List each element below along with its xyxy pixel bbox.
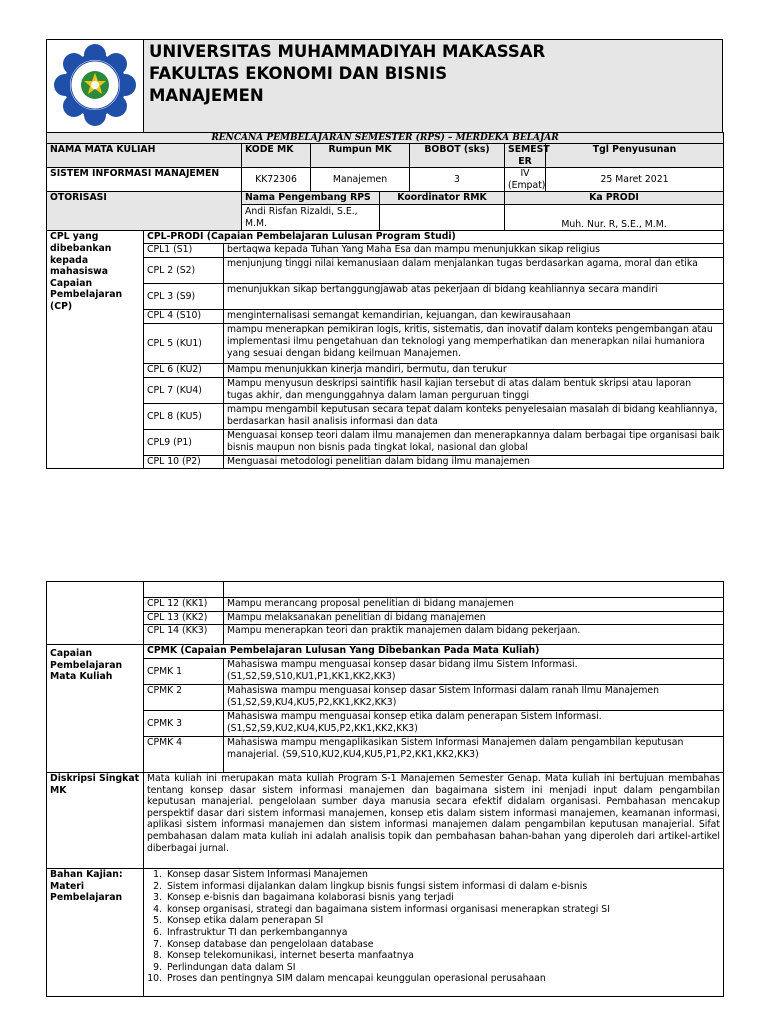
course-semester: IV (Empat)	[505, 168, 546, 192]
university-name: UNIVERSITAS MUHAMMADIYAH MAKASSAR	[149, 42, 546, 61]
cpl-heading: CPL-PRODI (Capaian Pembelajaran Lulusan Program Studi)	[144, 231, 724, 244]
document-header	[46, 39, 723, 132]
bahan-label: Bahan Kajian: Materi Pembelajaran	[47, 869, 144, 997]
cpl-text: Mampu menunjukkan kinerja mandiri, bermutu, dan terukur	[224, 364, 724, 378]
rps-info-table	[46, 132, 724, 231]
course-code: KK72306	[242, 168, 311, 192]
course-date: 25 Maret 2021	[546, 168, 724, 192]
program-name: MANAJEMEN	[149, 86, 264, 105]
course-cluster: Manajemen	[311, 168, 410, 192]
cpl-text: mampu menerapkan pemikiran logis, kritis, sistematis, dan inovatif dalam konteks pengembangan atau implementasi ilmu pengetahuan dan teknologi yang memperhatikan dan menerapkan nilai humaniora yang sesuai dengan bidang keilmuan Manajemen.	[224, 324, 724, 364]
cpl-code: CPL 12 (KK1)	[144, 598, 224, 612]
th-pengembang: Nama Pengembang RPS	[242, 192, 380, 205]
cpl-text: mampu mengambil keputusan secara tepat dalam konteks penyelesaian masalah di bidang keahliannya, berdasarkan hasil analisis informasi dan data	[224, 404, 724, 430]
pengembang-name: Andi Risfan Rizaldi, S.E., M.M.	[242, 205, 380, 231]
cpl-text: menginternalisasi semangat kemandirian, kejuangan, dan kewirausahaan	[224, 310, 724, 324]
rps-page-1	[46, 39, 723, 469]
list-item: 1. Konsep dasar Sistem Informasi Manajemen	[165, 869, 720, 881]
list-item: 2. Sistem informasi dijalankan dalam lingkup bisnis fungsi sistem informasi di dalam e-bisnis	[165, 881, 720, 893]
th-rumpun-mk: Rumpun MK	[311, 144, 410, 168]
cpmk-code: CPMK 3	[144, 711, 224, 737]
cpl-code: CPL 7 (KU4)	[144, 378, 224, 404]
th-tgl-penyusunan: Tgl Penyusunan	[546, 144, 724, 168]
cpl-code: CPL1 (S1)	[144, 244, 224, 258]
cpl-continued-table	[46, 581, 724, 997]
list-item: 7. Konsep database dan pengelolaan database	[165, 939, 720, 951]
course-name: SISTEM INFORMASI MANAJEMEN	[47, 168, 242, 192]
rps-title: RENCANA PEMBELAJARAN SEMESTER (RPS) – MERDEKA BELAJAR	[47, 133, 724, 144]
list-item: 6. Infrastruktur TI dan perkembangannya	[165, 927, 720, 939]
koordinator-name	[380, 205, 505, 231]
cpl-text: bertaqwa kepada Tuhan Yang Maha Esa dan mampu menunjukkan sikap religius	[224, 244, 724, 258]
cpl-code: CPL 8 (KU5)	[144, 404, 224, 430]
th-kode-mk: KODE MK	[242, 144, 311, 168]
th-koordinator: Koordinator RMK	[380, 192, 505, 205]
institution-name	[149, 41, 545, 107]
deskripsi-label: Diskripsi Singkat MK	[47, 773, 144, 869]
cpl-text: Menguasai konsep teori dalam ilmu manajemen dan menerapkannya dalam berbagai tipe organisasi baik bisnis maupun non bisnis pada tingkat lokal, nasional dan global	[224, 430, 724, 456]
cpl-text: Mampu menyusun deskripsi saintifik hasil kajian tersebut di atas dalam bentuk skripsi atau laporan tugas akhir, dan mengunggahnya dalam laman perguruan tinggi	[224, 378, 724, 404]
cpmk-text: Mahasiswa mampu menguasai konsep dasar Sistem Informasi dalam ranah Ilmu Manajemen (S1,S2,S9,KU4,KU5,P2,KK1,KK2,KK3)	[224, 685, 724, 711]
list-item: 4. konsep organisasi, strategi dan bagaimana sistem informasi organisasi menerapkan strategi SI	[165, 904, 720, 916]
cpl-code: CPL 14 (KK3)	[144, 625, 224, 645]
cpl-code-empty	[144, 582, 224, 598]
cpmk-code: CPMK 4	[144, 737, 224, 773]
bahan-list-cell	[144, 869, 724, 997]
list-item: 5. Konsep etika dalam penerapan SI	[165, 915, 720, 927]
cpmk-text: Mahasiswa mampu mengaplikasikan Sistem Informasi Manajemen dalam pengambilan keputusan manajerial. (S9,S10,KU2,KU4,KU5,P1,P2,KK1,KK2,KK3)	[224, 737, 724, 773]
list-item: 10. Proses dan pentingnya SIM dalam mencapai keunggulan operasional perusahaan	[165, 973, 720, 985]
th-nama-mk: NAMA MATA KULIAH	[47, 144, 242, 168]
cpl-code: CPL 4 (S10)	[144, 310, 224, 324]
cpl-code: CPL 2 (S2)	[144, 258, 224, 284]
list-item: 3. Konsep e-bisnis dan bagaimana kolaborasi bisnis yang terjadi	[165, 892, 720, 904]
cpl-code: CPL 6 (KU2)	[144, 364, 224, 378]
cpl-label: CPL yang dibebankan kepada mahasiswa Capaian Pembelajaran (CP)	[47, 231, 144, 469]
cpl-text: Mampu menerapkan teori dan praktik manajemen dalam bidang pekerjaan.	[224, 625, 724, 645]
kaprodi-name: Muh. Nur. R, S.E., M.M.	[505, 205, 724, 231]
cpmk-code: CPMK 2	[144, 685, 224, 711]
cpl-text: Mampu melaksanakan penelitian di bidang manajemen	[224, 612, 724, 625]
cpmk-text: Mahasiswa mampu menguasai konsep etika dalam penerapan Sistem Informasi. (S1,S2,S9,KU2,KU4,KU5,P2,KK1,KK2,KK3)	[224, 711, 724, 737]
cpl-code: CPL9 (P1)	[144, 430, 224, 456]
cpmk-text: Mahasiswa mampu menguasai konsep dasar bidang ilmu Sistem Informasi. (S1,S2,S9,S10,KU1,P1,KK1,KK2,KK3)	[224, 659, 724, 685]
cpl-continued-label	[47, 582, 144, 645]
cpl-text: Menguasai metodologi penelitian dalam bidang ilmu manajemen	[224, 456, 724, 469]
deskripsi-text: Mata kuliah ini merupakan mata kuliah Program S-1 Manajemen Semester Genap. Mata kuliah ini bertujuan membahas tentang konsep dasar sistem informasi manajemen dan bagaimana sistem ini menjadi input dalam pengambilan keputusan manajerial. pengelolaan sumber daya manusia secara efektif didalam organisasi. Pembahasan mencakup perspektif dasar dari sistem informasi manajemen, konsep etis dalam sistem informasi manajemen, keamanan informasi, aplikasi sistem informasi manajemen dan sistem informasi manajemen dalam pengambilan keputusan manajerial. Sifat pembahasan dalam mata kuliah ini adalah analisis topik dan pembahasan bahan-bahan yang diperoleh dari artikel-artikel diberbagai jurnal.	[144, 773, 724, 869]
cpmk-heading: CPMK (Capaian Pembelajaran Lulusan Yang Dibebankan Pada Mata Kuliah)	[144, 645, 724, 659]
list-item: 9. Perlindungan data dalam SI	[165, 962, 720, 974]
faculty-name: FAKULTAS EKONOMI DAN BISNIS	[149, 64, 448, 83]
cpl-code: CPL 3 (S9)	[144, 284, 224, 310]
cpl-text: menunjukkan sikap bertanggungjawab atas pekerjaan di bidang keahliannya secara mandiri	[224, 284, 724, 310]
rps-page-2	[46, 581, 723, 997]
cpl-text-empty	[224, 582, 724, 598]
cpmk-code: CPMK 1	[144, 659, 224, 685]
cpl-code: CPL 5 (KU1)	[144, 324, 224, 364]
cpl-code: CPL 10 (P2)	[144, 456, 224, 469]
course-credits: 3	[410, 168, 505, 192]
cpmk-label: Capaian Pembelajaran Mata Kuliah	[47, 645, 144, 773]
cpl-code: CPL 13 (KK2)	[144, 612, 224, 625]
th-kaprodi: Ka PRODI	[505, 192, 724, 205]
cpl-text: menjunjung tinggi nilai kemanusiaan dalam menjalankan tugas berdasarkan agama, moral dan etika	[224, 258, 724, 284]
th-semester: SEMEST ER	[505, 144, 546, 168]
list-item: 8. Konsep telekomunikasi, internet beserta manfaatnya	[165, 950, 720, 962]
cpl-text: Mampu merancang proposal penelitian di bidang manajemen	[224, 598, 724, 612]
logo-cell	[47, 40, 144, 132]
otorisasi-label: OTORISASI	[47, 192, 242, 231]
bahan-list	[147, 869, 720, 985]
cpl-table	[46, 230, 724, 469]
university-logo	[53, 43, 137, 127]
th-bobot: BOBOT (sks)	[410, 144, 505, 168]
